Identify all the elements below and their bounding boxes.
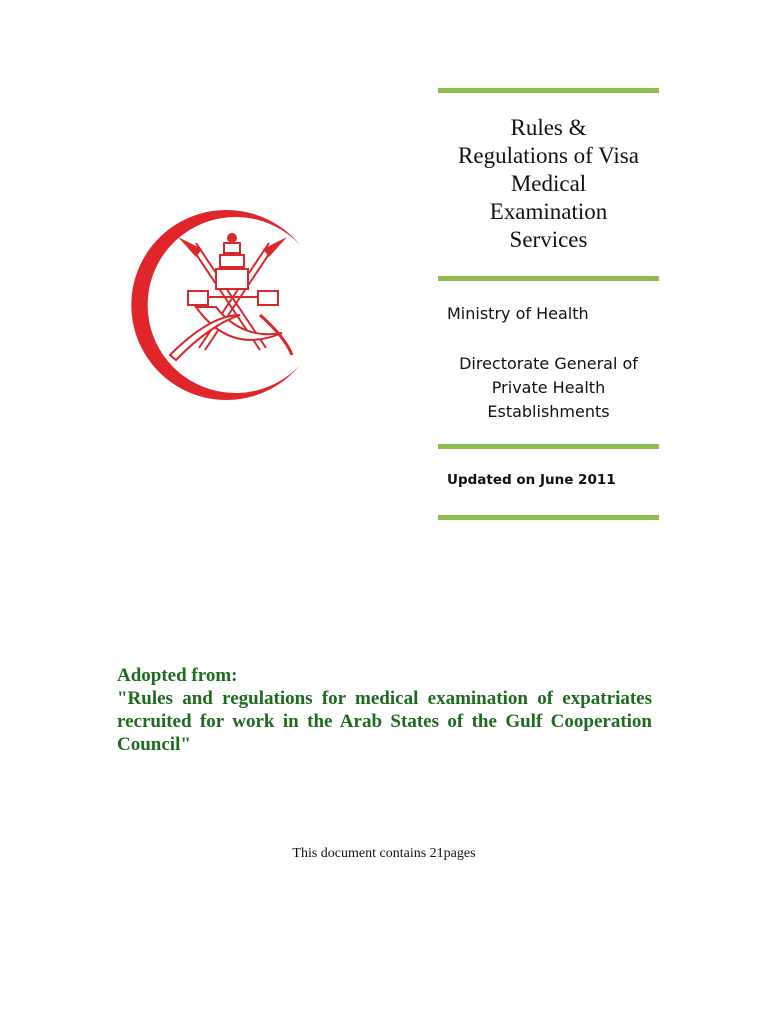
green-rule-3 (438, 444, 659, 449)
title-line: Examination (489, 199, 608, 224)
ministry-name: Ministry of Health (447, 304, 589, 323)
adopted-from-block (117, 664, 652, 756)
updated-date: Updated on June 2011 (447, 472, 616, 488)
title-line: Regulations of Visa (458, 143, 639, 168)
document-title (438, 114, 659, 254)
adopted-from-label: Adopted from: (117, 665, 238, 686)
green-rule-2 (438, 276, 659, 281)
page-count-note: This document contains 21pages (292, 846, 476, 861)
directorate-line: Private Health (491, 378, 606, 397)
title-line: Medical (510, 171, 587, 196)
green-rule-bottom (438, 515, 659, 520)
red-crescent-khanjar-emblem-icon (110, 205, 310, 405)
title-line: Rules & (510, 115, 587, 140)
green-rule-top (438, 88, 659, 93)
directorate-line: Establishments (487, 402, 610, 421)
directorate-line: Directorate General of (459, 354, 638, 373)
title-line: Services (509, 227, 588, 252)
adopted-from-quote: "Rules and regulations for medical examination of expatriates recruited for work in the Arab States of the Gulf Cooperation Council" (117, 688, 652, 755)
directorate-name (438, 352, 659, 424)
